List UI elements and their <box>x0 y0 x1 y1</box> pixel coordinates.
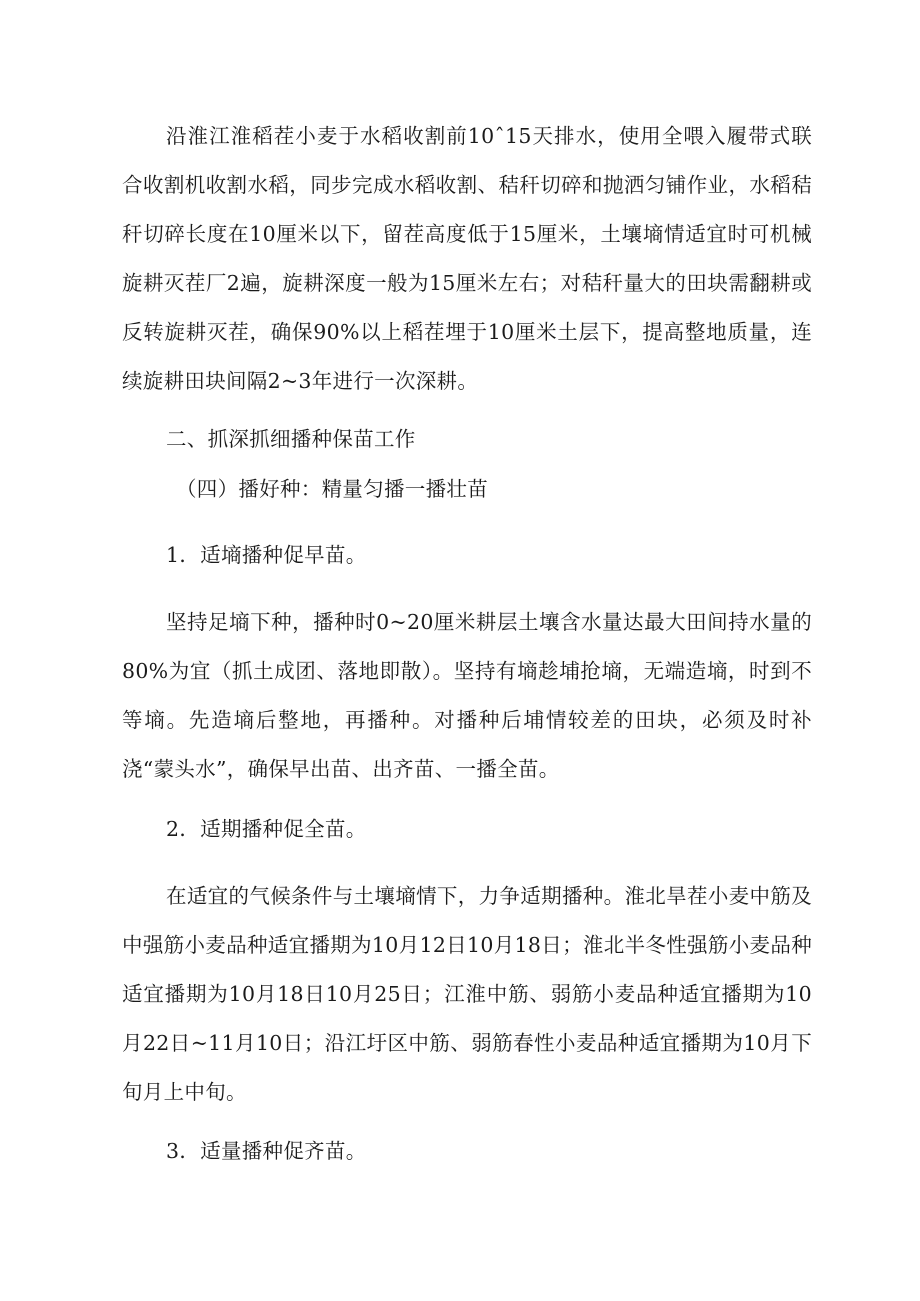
paragraph-moisture-sowing: 坚持足墒下种，播种时0~20厘米耕层土壤含水量达最大田间持水量的80%为宜（抓土成团、落地即散）。坚持有墒趁埔抢墒，无端造墒，时到不等墒。先造墒后整地，再播种。对播种后埔情较差的田块，必须及时补浇“蒙头水”，确保早出苗、出齐苗、一播全苗。 <box>122 610 812 781</box>
item-heading-moisture-sowing: 1．适墒播种促早苗。 <box>166 543 367 567</box>
item-heading-proper-amount-sowing: 3．适量播种促齐苗。 <box>166 1139 367 1163</box>
subsection-heading-good-seeding: （四）播好种：精量匀播一播壮苗 <box>176 477 488 501</box>
paragraph-timely-sowing: 在适宜的气候条件与土壤墒情下，力争适期播种。淮北旱茬小麦中筋及中强筋小麦品种适宜播期为10月12日10月18日；淮北半冬性强筋小麦品种适宜播期为10月18日10月25日；江淮中筋、弱筋小麦品种适宜播期为10月22日~11月10日；沿江圩区中筋、弱筋春性小麦品种适宜播期为10月下旬月上中旬。 <box>122 884 812 1104</box>
section-heading-sowing: 二、抓深抓细播种保苗工作 <box>166 427 416 451</box>
paragraph-straw-management: 沿淮江淮稻茬小麦于水稻收割前10ˆ15天排水，使用全喂入履带式联合收割机收割水稻，同步完成水稻收割、秸秆切碎和抛洒匀铺作业，水稻秸秆切碎长度在10厘米以下，留茬高度低于15厘米，土壤墒情适宜时可机械旋耕灭茬厂2遍，旋耕深度一般为15厘米左右；对秸秆量大的田块需翻耕或反转旋耕灭茬，确保90%以上稻茬埋于10厘米土层下，提高整地质量，连续旋耕田块间隔2~3年进行一次深耕。 <box>122 124 812 393</box>
item-heading-timely-sowing: 2．适期播种促全苗。 <box>166 817 367 841</box>
